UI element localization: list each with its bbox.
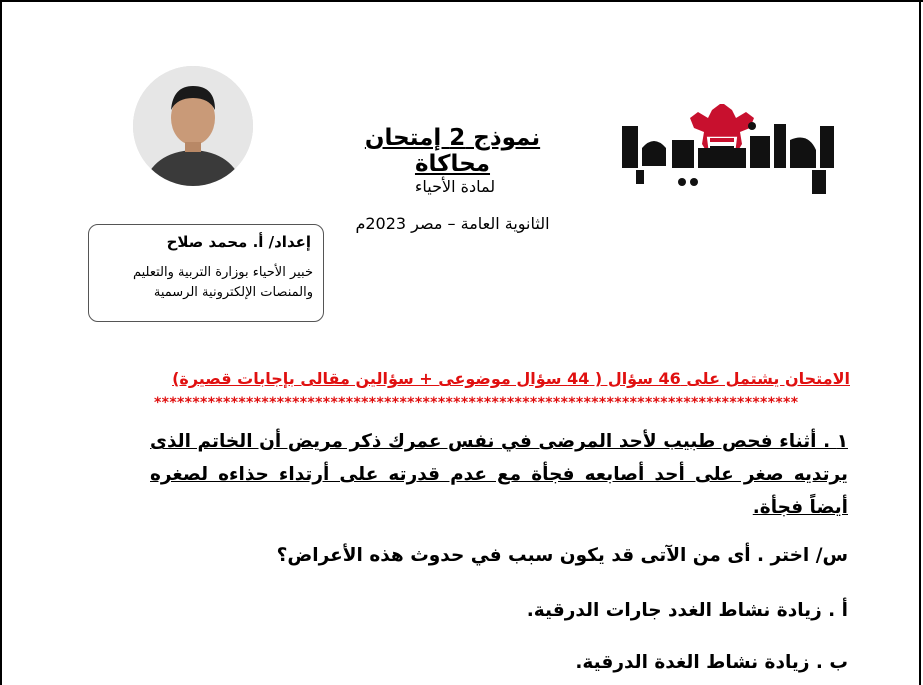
option-a[interactable]: أ . زيادة نشاط الغدد جارات الدرقية. <box>526 600 848 621</box>
author-photo <box>133 66 253 186</box>
author-desc-line-1: خبير الأحياء بوزارة التربية والتعليم <box>132 265 313 280</box>
separator-stars: ************************************************************************************ <box>154 395 799 411</box>
question-scenario: ١ . أثناء فحص طبيب لأحد المرضى في نفس عمرك ذكر مريض أن الخاتم الذى يرتديه صغر على أحد أصابعه فجأة مع عدم قدرته على أرتداء حذاءه لصغره أيضاً فجأة. <box>150 431 848 518</box>
exam-subject: لمادة الأحياء <box>414 177 496 196</box>
question-prompt: س/ اختر . أى من الآتى قد يكون سبب في حدوث هذه الأعراض؟ <box>276 545 848 566</box>
exam-summary: الامتحان يشتمل على 46 سؤال ( 44 سؤال موضوعى + سؤالين مقالى بإجابات قصيرة) <box>172 369 850 388</box>
option-b[interactable]: ب . زيادة نشاط الغدة الدرقية. <box>575 652 848 673</box>
author-portrait-icon <box>133 66 253 186</box>
author-card <box>88 224 324 322</box>
exam-title: نموذج 2 إمتحان محاكاة <box>364 125 541 177</box>
exam-stage: الثانوية العامة – مصر 2023م <box>355 214 550 233</box>
newspaper-logo <box>612 96 842 208</box>
page-border-right <box>919 0 921 685</box>
author-name: إعداد/ أ. محمد صلاح <box>166 233 311 251</box>
page-border-top <box>0 0 923 2</box>
author-description <box>99 263 313 303</box>
author-desc-line-2: والمنصات الإلكترونية الرسمية <box>153 285 313 300</box>
page-border-left <box>0 0 2 685</box>
